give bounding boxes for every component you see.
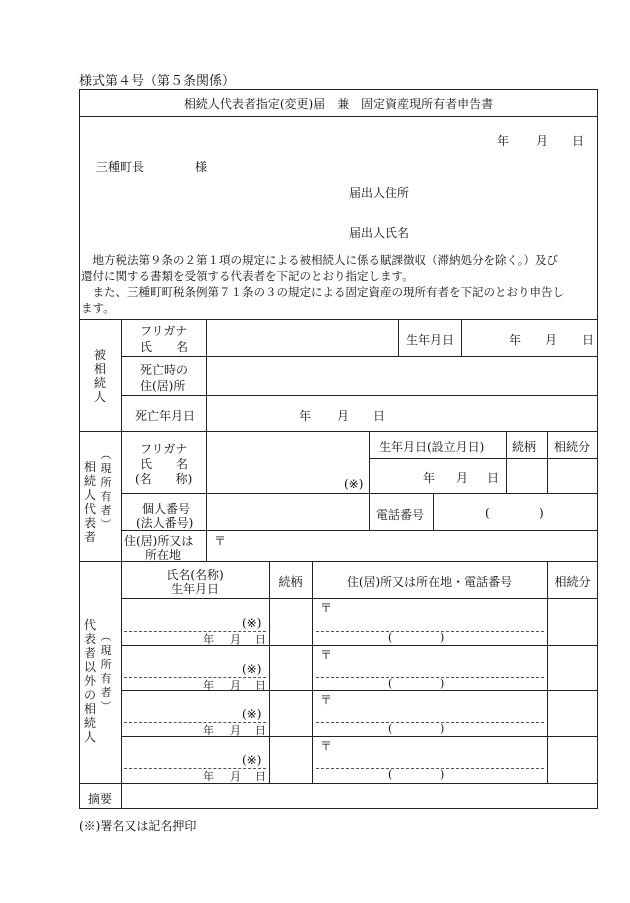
label-char: ︵ (100, 448, 112, 461)
label-char: 有 (100, 672, 112, 685)
label-char: 続 (93, 376, 106, 390)
representative-birth-month: 月 (456, 471, 469, 485)
others-seal-mark: (※) (242, 662, 262, 676)
label-char: 表 (83, 516, 96, 530)
representative-phone-paren-close: ) (539, 506, 544, 520)
divider (79, 431, 598, 432)
label-char: 現 (100, 462, 112, 475)
others-birth-year: 年 (203, 633, 214, 646)
others-paren-close: ) (440, 677, 445, 690)
others-seal-mark: (※) (242, 707, 262, 721)
divider (206, 319, 207, 431)
dashed-separator (124, 722, 266, 723)
decedent-birth-year: 年 (509, 333, 522, 347)
others-paren-open: ( (388, 631, 393, 644)
others-section-paren (98, 630, 114, 714)
others-postal-mark: 〒 (320, 739, 333, 753)
addressee-mayor: 三種町長 (96, 160, 145, 174)
representative-name-label: 氏 名 (140, 457, 189, 471)
representative-address-label: 住(居)所又は (124, 534, 194, 548)
others-birth-day: 日 (255, 724, 266, 737)
others-col-name: 氏名(名称) (166, 568, 224, 582)
divider (269, 561, 270, 783)
representative-id-label: (法人番号) (136, 516, 194, 530)
others-paren-close: ) (440, 631, 445, 644)
divider (398, 319, 399, 356)
others-birth-month: 月 (230, 724, 241, 737)
others-col-relation: 続柄 (278, 575, 303, 589)
body-text (81, 252, 564, 316)
representative-section-label (82, 460, 98, 544)
divider (206, 431, 207, 530)
label-char: ︶ (100, 518, 112, 531)
addressee-sama: 様 (195, 160, 208, 174)
footnote: (※)署名又は記名押印 (79, 819, 197, 833)
form-number: 様式第４号（第５条関係） (79, 74, 236, 89)
decedent-section-label (92, 348, 108, 404)
applicant-name-label: 届出人氏名 (349, 226, 410, 240)
dashed-separator (316, 631, 544, 632)
others-paren-open: ( (388, 768, 393, 781)
others-birth-day: 日 (255, 679, 266, 692)
applicant-address-label: 届出人住所 (349, 186, 410, 200)
dashed-separator (124, 631, 266, 632)
label-char: 続 (83, 474, 96, 488)
others-birth-year: 年 (203, 679, 214, 692)
label-char: 所 (100, 476, 112, 489)
others-col-birth: 生年月日 (170, 582, 219, 596)
label-char: 相 (93, 362, 106, 376)
representative-phone-label: 電話番号 (376, 508, 425, 522)
label-char: ︵ (100, 630, 112, 643)
decedent-birth-day: 日 (582, 333, 595, 347)
divider (121, 356, 598, 357)
decedent-death-month: 月 (337, 409, 350, 423)
others-col-share: 相続分 (554, 575, 591, 589)
divider (121, 493, 598, 494)
divider (369, 458, 598, 459)
body-line: 地方税法第９条の２第１項の規定による被相続人に係る賦課徴収（滞納処分を除く。）及び (81, 253, 559, 267)
others-section-label (82, 618, 98, 744)
divider (121, 395, 598, 396)
decedent-death-date-label: 死亡年月日 (135, 409, 196, 423)
date-month: 月 (536, 134, 549, 148)
representative-birth-label: 生年月日(設立月日) (379, 440, 485, 454)
representative-seal-mark: (※) (344, 477, 364, 491)
representative-furigana-label: フリガナ (140, 442, 188, 456)
label-char: 者 (100, 686, 112, 699)
divider (312, 561, 313, 783)
label-char: 者 (83, 646, 96, 660)
divider (121, 598, 598, 599)
decedent-birth-month: 月 (545, 333, 558, 347)
divider (79, 561, 598, 562)
others-seal-mark: (※) (242, 616, 262, 630)
divider (121, 736, 598, 737)
label-char: 現 (100, 644, 112, 657)
others-birth-month: 月 (230, 633, 241, 646)
divider (433, 493, 434, 530)
dashed-separator (124, 677, 266, 678)
representative-id-label: 個人番号 (142, 502, 191, 516)
divider (79, 319, 598, 320)
label-char: 代 (83, 502, 96, 516)
others-postal-mark: 〒 (320, 693, 333, 707)
others-birth-day: 日 (255, 633, 266, 646)
divider (547, 561, 548, 783)
representative-section-paren (98, 448, 114, 532)
others-birth-day: 日 (255, 770, 266, 783)
divider (121, 645, 598, 646)
others-paren-open: ( (388, 722, 393, 735)
representative-birth-year: 年 (423, 471, 436, 485)
divider (461, 319, 462, 356)
others-birth-month: 月 (230, 770, 241, 783)
decedent-address-label: 死亡時の (140, 363, 189, 377)
divider (547, 431, 548, 493)
others-birth-year: 年 (203, 770, 214, 783)
decedent-death-year: 年 (299, 409, 312, 423)
representative-share-label: 相続分 (554, 440, 591, 454)
others-paren-close: ) (440, 768, 445, 781)
label-char: 者 (100, 504, 112, 517)
divider (79, 783, 598, 784)
label-char: 相 (83, 460, 96, 474)
representative-relation-label: 続柄 (512, 440, 537, 454)
label-char: 人 (93, 390, 106, 404)
divider (206, 530, 207, 561)
label-char: 以 (83, 660, 96, 674)
dashed-separator (316, 722, 544, 723)
body-line: 還付に関する書類を受領する代表者を下記のとおり指定します。 (81, 269, 414, 283)
representative-address-label: 所在地 (145, 548, 182, 562)
label-char: 人 (83, 488, 96, 502)
label-char: 人 (83, 730, 96, 744)
label-char: ︶ (100, 700, 112, 713)
dashed-separator (316, 768, 544, 769)
label-char: 者 (83, 530, 96, 544)
decedent-address-label: 住(居)所 (140, 379, 186, 393)
label-char: 所 (100, 658, 112, 671)
divider (121, 690, 598, 691)
others-col-address: 住(居)所又は所在地・電話番号 (346, 575, 513, 589)
label-char: 相 (83, 702, 96, 716)
dashed-separator (316, 677, 544, 678)
decedent-death-day: 日 (373, 409, 386, 423)
form-title: 相続人代表者指定(変更)届 兼 固定資産現所有者申告書 (183, 97, 494, 111)
label-char: 代 (83, 618, 96, 632)
others-paren-open: ( (388, 677, 393, 690)
representative-phone-paren-open: ( (485, 506, 490, 520)
representative-name-alt-label: (名 称) (135, 472, 193, 486)
dashed-separator (124, 768, 266, 769)
date-year: 年 (497, 134, 510, 148)
others-paren-close: ) (440, 722, 445, 735)
others-birth-year: 年 (203, 724, 214, 737)
label-char: 続 (83, 716, 96, 730)
decedent-furigana-label: フリガナ (140, 324, 188, 338)
remarks-label: 摘要 (88, 792, 113, 806)
label-char: 表 (83, 632, 96, 646)
label-char: 被 (93, 348, 106, 362)
divider (506, 431, 507, 493)
others-postal-mark: 〒 (320, 601, 333, 615)
date-day: 日 (572, 134, 585, 148)
others-postal-mark: 〒 (320, 648, 333, 662)
representative-birth-day: 日 (487, 471, 500, 485)
decedent-name-label: 氏 名 (140, 340, 189, 354)
representative-postal-mark: 〒 (214, 534, 227, 548)
decedent-birth-label: 生年月日 (406, 333, 455, 347)
others-birth-month: 月 (230, 679, 241, 692)
divider (369, 431, 370, 530)
divider (79, 116, 598, 117)
body-line: また、三種町町税条例第７１条の３の規定による固定資産の現所有者を下記のとおり申告し (81, 285, 564, 299)
body-line: ます。 (81, 301, 115, 315)
label-char: の (83, 688, 96, 702)
label-char: 外 (83, 674, 96, 688)
others-seal-mark: (※) (242, 753, 262, 767)
label-char: 有 (100, 490, 112, 503)
